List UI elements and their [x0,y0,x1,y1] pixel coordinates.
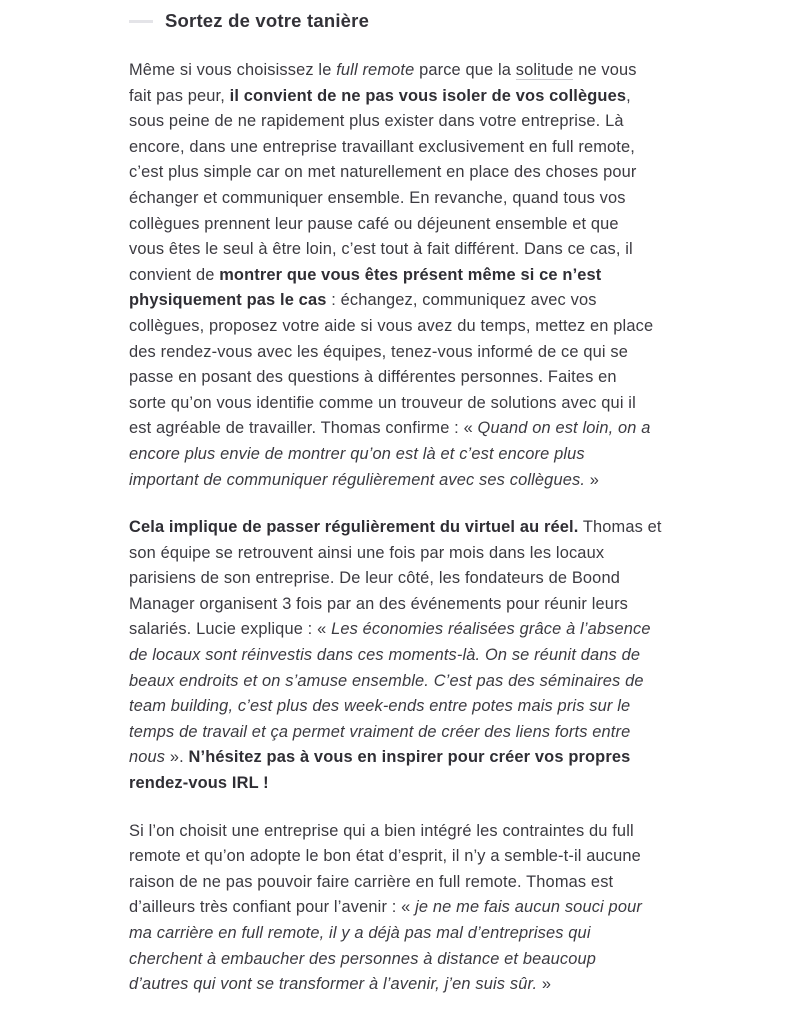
text-segment: son équipe se retrouvent ainsi une fois par mois dans les locaux [129,543,605,562]
text-segment: c’est plus simple car on met naturellement en place des choses pour [129,163,637,182]
italic-quote: temps de travail et ça permet vraiment de créer des liens forts entre [129,722,631,741]
text-line [129,541,699,567]
italic-quote: team building, c’est plus des week-ends entre potes mais pris sur le [129,697,631,716]
text-segment: Si l’on choisit une entreprise qui a bien intégré les contraintes du full [129,821,634,840]
section-title: Sortez de votre tanière [165,10,370,31]
text-line [129,870,699,896]
bold-text: montrer que vous êtes présent même si ce n’est [219,265,602,284]
bold-text: Cela implique de passer régulièrement du virtuel au réel. [129,518,579,537]
text-line [129,895,699,921]
italic-quote: de locaux sont réinvestis dans ces moments-là. On se réunit dans de [129,646,641,665]
text-segment: Même si vous choisissez le [129,61,337,79]
text-segment: : échangez, communiquez avec vos [326,291,597,310]
text-segment: salariés. Lucie explique : « [129,620,332,639]
text-segment: sorte qu’on vous identifie comme un trouveur de solutions avec qui il [129,393,636,412]
text-segment: remote et qu’on adopte le bon état d’esprit, il n’y a semble-t-il aucune [129,847,641,866]
text-segment: des rendez-vous avec les équipes, tenez-vous informé de ce qui se [129,342,629,361]
text-line [129,263,699,289]
paragraph [129,515,699,797]
text-line [129,694,699,720]
italic-quote: encore plus envie de montrer qu’on est là et c’est encore plus [129,444,585,463]
text-line [129,416,699,442]
text-segment: » [585,470,600,489]
text-segment: raison de ne pas pouvoir faire carrière en full remote. Thomas est [129,872,614,891]
text-line [129,720,699,746]
text-segment: passe en posant des questions à différentes personnes. Faites en [129,368,617,387]
italic-quote: important de communiquer régulièrement avec ses collègues. [129,470,586,489]
text-line [129,972,699,998]
text-line [129,669,699,695]
text-segment: » [537,975,552,994]
italic-quote: full remote [336,61,415,79]
text-segment: vous êtes le seul à être loin, c’est tout à fait différent. Dans ce cas, il [129,240,633,259]
text-segment: est agréable de travailler. Thomas confirme : « [129,419,478,438]
text-line [129,160,699,186]
text-segment: Manager organisent 3 fois par an des événements pour réunir leurs [129,594,629,613]
italic-quote: ma carrière en full remote, il y a déjà pas mal d’entreprises qui [129,924,591,942]
heading-dash-decoration [129,20,153,23]
text-segment: d’ailleurs très confiant pour l’avenir : « [129,898,416,917]
text-line [129,237,699,263]
text-line [129,391,699,417]
text-line [129,745,699,771]
text-line [129,468,699,494]
text-segment: sous peine de ne rapidement plus exister dans votre entreprise. Là [129,112,624,131]
italic-quote: Les économies réalisées grâce à l’absence [331,620,651,639]
text-line [129,365,699,391]
text-line [129,109,699,135]
italic-quote: cherchent à embaucher des personnes à distance et beaucoup [129,949,597,968]
section-heading [129,10,369,32]
italic-quote: nous [129,748,166,767]
text-line [129,947,699,973]
text-segment: , [626,86,631,105]
italic-quote: Quand on est loin, on a [477,419,651,438]
paragraph [129,819,699,998]
text-line [129,314,699,340]
text-line [129,844,699,870]
bold-text: il convient de ne pas vous isoler de vos collègues [229,86,627,105]
italic-quote: d’autres qui vont se transformer à l’avenir, j’en suis sûr. [129,975,538,994]
italic-quote: je ne me fais aucun souci pour [415,898,642,917]
bold-text: physiquement pas le cas [129,291,327,310]
text-line [129,442,699,468]
text-line [129,771,699,797]
text-segment: Thomas et [578,518,662,537]
text-line [129,566,699,592]
text-line [129,643,699,669]
text-line [129,186,699,212]
text-segment: convient de [129,265,220,284]
text-line [129,135,699,161]
text-line [129,288,699,314]
text-line [129,58,699,84]
text-line [129,617,699,643]
text-segment: encore, dans une entreprise travaillant exclusivement en full remote, [129,137,635,156]
text-segment: collègues, proposez votre aide si vous avez du temps, mettez en place [129,316,654,335]
bold-text: N’hésitez pas à vous en inspirer pour créer vos propres [188,748,631,767]
text-line [129,515,699,541]
paragraph [129,58,699,493]
text-segment: collègues prennent leur pause café ou déjeunent ensemble et que [129,214,619,233]
text-segment: parisiens de son entreprise. De leur côté, les fondateurs de Boond [129,569,620,588]
text-line [129,340,699,366]
text-segment: échanger et communiquer ensemble. En revanche, quand tous vos [129,188,626,207]
text-line [129,592,699,618]
text-segment: ». [165,748,189,767]
text-segment: ne vous [573,61,637,79]
text-segment: parce que la [414,61,516,79]
italic-quote: beaux endroits et on s’amuse ensemble. C’est pas des séminaires de [129,671,644,690]
inline-link[interactable]: solitude [515,61,574,79]
bold-text: rendez-vous IRL ! [129,774,269,793]
text-line [129,212,699,238]
text-line [129,819,699,845]
text-segment: fait pas peur, [129,86,230,105]
text-line [129,84,699,110]
article-body [129,58,699,1020]
text-line [129,921,699,947]
